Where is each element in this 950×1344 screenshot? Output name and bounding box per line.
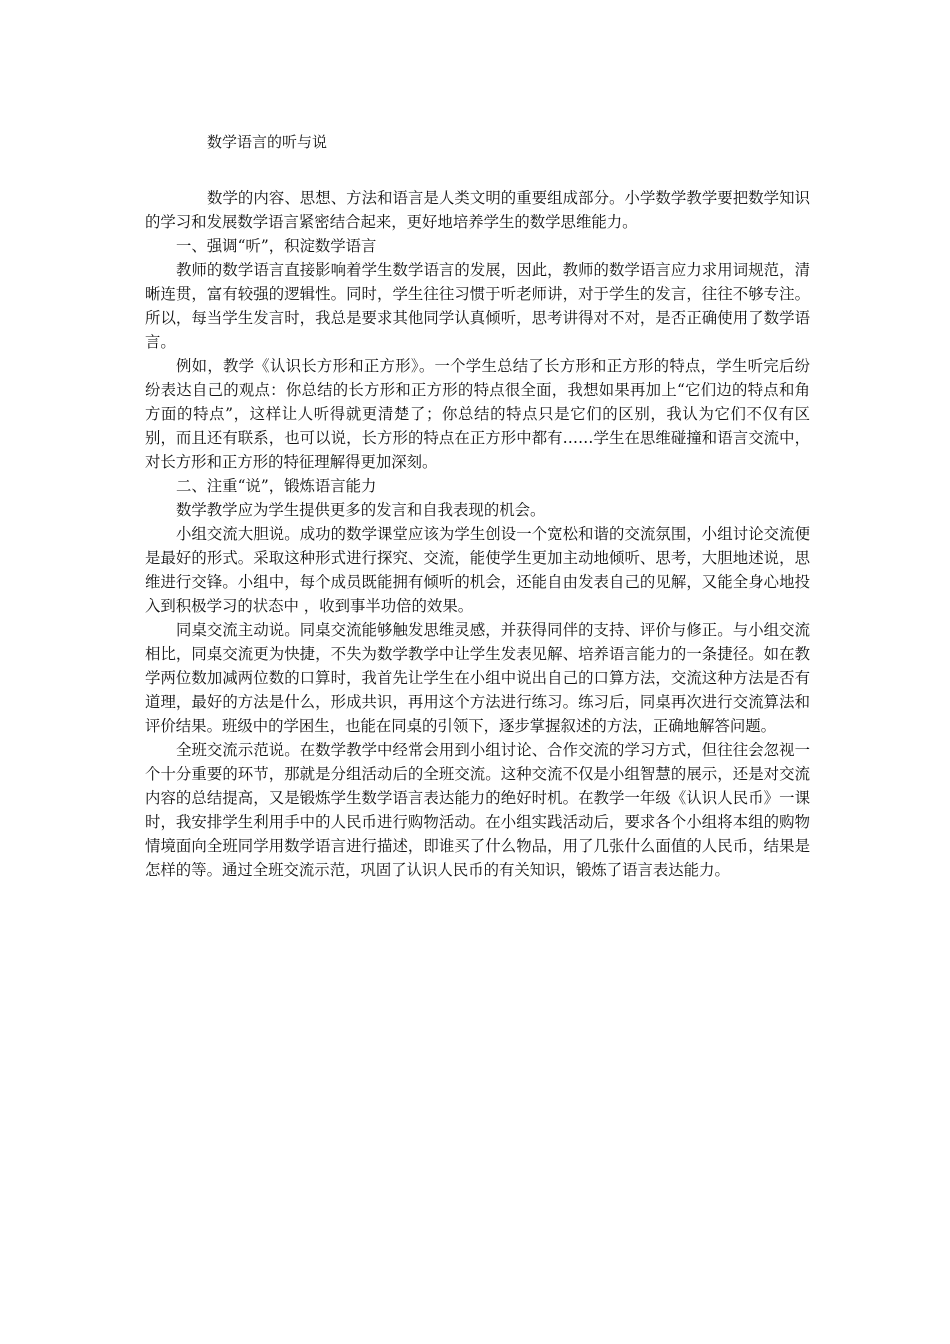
section-1-paragraph-2: 例如，教学《认识长方形和正方形》。一个学生总结了长方形和正方形的特点，学生听完后纷纷表达自己的观点：你总结的长方形和正方形的特点很全面，我想如果再加上“它们边的特点和角方面的特点”，这样让人听得就更清楚了；你总结的特点只是它们的区别，我认为它们不仅有区别，而且还有联系，也可以说，长方形的特点在正方形中都有……学生在思维碰撞和语言交流中，对长方形和正方形的特征理解得更加深刻。 <box>145 357 810 471</box>
section-2-paragraph-2: 小组交流大胆说。成功的数学课堂应该为学生创设一个宽松和谐的交流氛围，小组讨论交流便是最好的形式。采取这种形式进行探究、交流，能使学生更加主动地倾听、思考，大胆地述说，思维进行交锋。小组中，每个成员既能拥有倾听的机会，还能自由发表自己的见解，又能全身心地投入到积极学习的状态中 ，收到事半功倍的效果。 <box>145 525 810 615</box>
intro-paragraph: 数学的内容、思想、方法和语言是人类文明的重要组成部分。小学数学教学要把数学知识的学习和发展数学语言紧密结合起来，更好地培养学生的数学思维能力。 <box>145 189 810 231</box>
section-1-heading: 一、强调“听”，积淀数学语言 <box>176 237 377 255</box>
document-page <box>145 130 810 882</box>
section-2-paragraph-1: 数学教学应为学生提供更多的发言和自我表现的机会。 <box>176 501 546 519</box>
section-1-paragraph-1: 教师的数学语言直接影响着学生数学语言的发展，因此，教师的数学语言应力求用词规范，清晰连贯，富有较强的逻辑性。同时，学生往往习惯于听老师讲，对于学生的发言，往往不够专注。所以，每当学生发言时，我总是要求其他同学认真倾听，思考讲得对不对，是否正确使用了数学语言。 <box>145 261 810 351</box>
section-2-paragraph-3: 同桌交流主动说。同桌交流能够触发思维灵感，并获得同伴的支持、评价与修正。与小组交流相比，同桌交流更为快捷，不失为数学教学中让学生发表见解、培养语言能力的一条捷径。如在教学两位数加减两位数的口算时，我首先让学生在小组中说出自己的口算方法，交流这种方法是否有道理，最好的方法是什么，形成共识，再用这个方法进行练习。练习后，同桌再次进行交流算法和评价结果。班级中的学困生，也能在同桌的引领下，逐步掌握叙述的方法，正确地解答问题。 <box>145 621 810 735</box>
section-2-heading: 二、注重“说”，锻炼语言能力 <box>176 477 377 495</box>
section-2-paragraph-4: 全班交流示范说。在数学教学中经常会用到小组讨论、合作交流的学习方式，但往往会忽视一个十分重要的环节，那就是分组活动后的全班交流。这种交流不仅是小组智慧的展示，还是对交流内容的总结提高，又是锻炼学生数学语言表达能力的绝好时机。在教学一年级《认识人民币》一课时，我安排学生利用手中的人民币进行购物活动。在小组实践活动后，要求各个小组将本组的购物情境面向全班同学用数学语言进行描述，即谁买了什么物品，用了几张什么面值的人民币，结果是怎样的等。通过全班交流示范，巩固了认识人民币的有关知识，锻炼了语言表达能力。 <box>145 741 810 879</box>
document-title: 数学语言的听与说 <box>207 133 328 151</box>
